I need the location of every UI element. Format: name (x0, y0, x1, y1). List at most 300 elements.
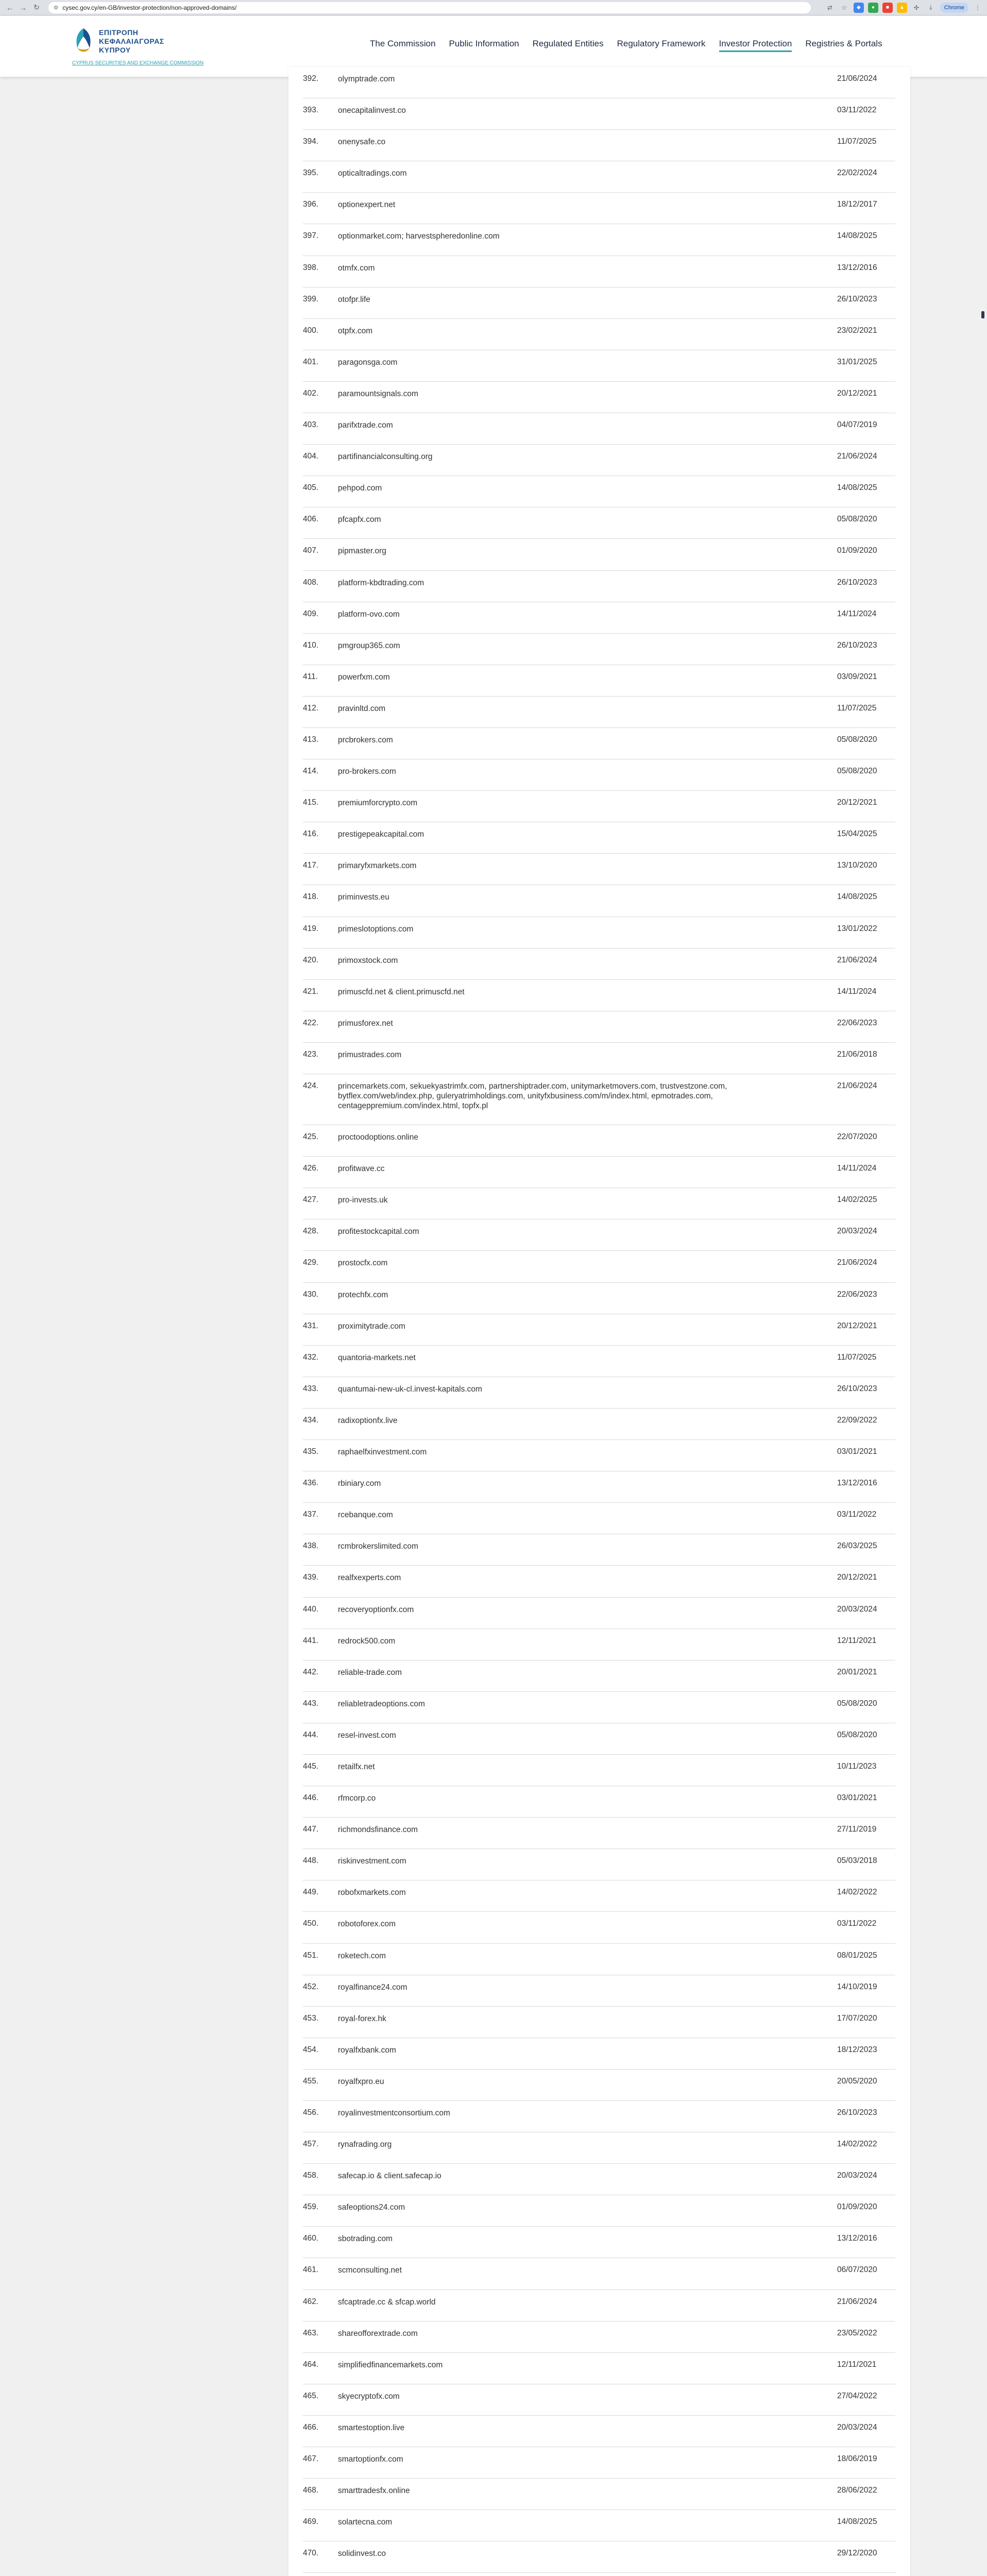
table-row (303, 1157, 895, 1188)
row-number: 433. (303, 1384, 319, 1393)
nav-regulated-entities[interactable]: Regulated Entities (532, 39, 604, 48)
row-number: 395. (303, 168, 319, 178)
table-row (303, 697, 895, 728)
row-number: 419. (303, 924, 319, 933)
logo-emblem-icon (72, 27, 95, 54)
row-number: 427. (303, 1195, 319, 1205)
row-number: 450. (303, 1919, 319, 1928)
menu-kebab-icon[interactable]: ⋮ (975, 4, 981, 11)
row-number: 412. (303, 703, 319, 713)
table-row (303, 1534, 895, 1566)
domain-name: premiumforcrypto.com (338, 799, 418, 808)
row-number: 435. (303, 1447, 319, 1456)
row-number: 445. (303, 1761, 319, 1771)
domain-name: quantumai-new-uk-cl.invest-kapitals.com (338, 1384, 482, 1394)
row-number: 415. (303, 798, 319, 807)
table-row (303, 539, 895, 570)
row-date: 18/12/2017 (837, 200, 877, 209)
row-date: 05/08/2020 (837, 735, 877, 744)
domain-name: royalfinance24.com (338, 1982, 407, 1992)
table-row (303, 1251, 895, 1282)
row-date: 20/03/2024 (837, 1227, 877, 1236)
domain-name: platform-ovo.com (338, 609, 400, 619)
row-date: 20/12/2021 (837, 1573, 877, 1582)
table-row (303, 1786, 895, 1818)
row-number: 458. (303, 2171, 319, 2180)
domain-name: otofpr.life (338, 295, 370, 304)
row-date: 26/10/2023 (837, 1384, 877, 1393)
row-date: 05/08/2020 (837, 767, 877, 776)
row-date: 21/06/2024 (837, 955, 877, 964)
domain-name: riskinvestment.com (338, 1857, 406, 1866)
domain-name: smarttradesfx.online (338, 2486, 410, 2496)
row-number: 428. (303, 1227, 319, 1236)
row-number: 436. (303, 1479, 319, 1488)
row-date: 05/08/2020 (837, 515, 877, 524)
table-row (303, 1598, 895, 1629)
row-date: 01/09/2020 (837, 2202, 877, 2212)
table-row (303, 634, 895, 665)
row-number: 404. (303, 452, 319, 461)
download-icon[interactable]: ⤓ (929, 4, 932, 11)
table-row (303, 759, 895, 791)
domain-name: olymptrade.com (338, 75, 395, 83)
table-row (303, 2384, 895, 2416)
cysec-logo[interactable] (72, 24, 204, 71)
row-number: 392. (303, 74, 319, 83)
table-row (303, 2573, 895, 2576)
table-row (303, 1043, 895, 1074)
bookmark-star-icon[interactable]: ☆ (841, 4, 847, 11)
table-row (303, 445, 895, 476)
row-date: 26/10/2023 (837, 578, 877, 587)
row-date: 20/03/2024 (837, 1604, 877, 1614)
table-row (303, 1188, 895, 1219)
row-number: 398. (303, 263, 319, 272)
row-date: 23/05/2022 (837, 2328, 877, 2337)
table-row (303, 1074, 895, 1125)
row-date: 01/09/2020 (837, 546, 877, 555)
row-number: 408. (303, 578, 319, 587)
domain-name: reliable-trade.com (338, 1668, 402, 1677)
extension-icon[interactable]: ■ (882, 3, 893, 13)
domain-name: opticaltradings.com (338, 169, 407, 178)
row-date: 13/12/2016 (837, 1479, 877, 1488)
row-number: 451. (303, 1951, 319, 1960)
back-icon[interactable]: ← (6, 3, 13, 12)
domain-name: radixoptionfx.live (338, 1416, 398, 1425)
row-date: 13/10/2020 (837, 861, 877, 870)
table-row (303, 1692, 895, 1723)
row-date: 14/11/2024 (837, 609, 877, 618)
row-date: 14/02/2022 (837, 2140, 877, 2149)
row-date: 03/09/2021 (837, 672, 877, 681)
row-number: 410. (303, 640, 319, 650)
row-number: 426. (303, 1164, 319, 1173)
table-row (303, 319, 895, 350)
extension-icon[interactable]: ◆ (854, 3, 864, 13)
row-date: 14/02/2025 (837, 1195, 877, 1205)
logo-line: ΚΥΠΡΟΥ (99, 46, 131, 54)
row-number: 440. (303, 1604, 319, 1614)
row-number: 405. (303, 483, 319, 493)
logo-line: ΚΕΦΑΛΑΙΑΓΟΡΑΣ (99, 37, 164, 45)
domain-name: rcebanque.com (338, 1511, 393, 1520)
row-date: 03/11/2022 (837, 1919, 877, 1928)
scrollbar-thumb[interactable] (981, 311, 984, 318)
table-row (303, 2321, 895, 2353)
row-number: 452. (303, 1982, 319, 1991)
table-row (303, 2164, 895, 2195)
row-number: 460. (303, 2234, 319, 2243)
row-number: 409. (303, 609, 319, 618)
row-date: 15/04/2025 (837, 829, 877, 839)
domain-name: primustrades.com (338, 1050, 402, 1059)
row-number: 416. (303, 829, 319, 839)
row-number: 424. (303, 1081, 319, 1090)
url-text: cysec.gov.cy/en-GB/investor-protection/non-approved-domains/ (62, 4, 237, 11)
row-date: 26/10/2023 (837, 294, 877, 303)
row-date: 20/01/2021 (837, 1667, 877, 1676)
domain-name: royalfxpro.eu (338, 2077, 384, 2086)
row-number: 413. (303, 735, 319, 744)
row-number: 468. (303, 2486, 319, 2495)
table-row (303, 1755, 895, 1786)
row-number: 418. (303, 892, 319, 902)
row-number: 465. (303, 2391, 319, 2400)
table-row (303, 1503, 895, 1534)
domain-name: royalfxbank.com (338, 2045, 396, 2055)
row-number: 399. (303, 294, 319, 303)
row-number: 470. (303, 2549, 319, 2558)
row-date: 20/05/2020 (837, 2076, 877, 2086)
row-date: 22/09/2022 (837, 1415, 877, 1425)
row-number: 422. (303, 1018, 319, 1027)
row-date: 13/12/2016 (837, 2234, 877, 2243)
table-row (303, 1011, 895, 1043)
domain-name: otpfx.com (338, 326, 373, 335)
table-row (303, 1409, 895, 1440)
table-row (303, 507, 895, 539)
table-row (303, 1818, 895, 1849)
table-row (303, 193, 895, 224)
row-number: 456. (303, 2108, 319, 2117)
row-date: 14/11/2024 (837, 1164, 877, 1173)
row-number: 439. (303, 1573, 319, 1582)
browser-toolbar (0, 0, 987, 15)
nav-public-information[interactable]: Public Information (449, 39, 519, 48)
domain-name: rfmcorp.co (338, 1794, 376, 1803)
table-row (303, 1346, 895, 1377)
table-row (303, 382, 895, 413)
table-row (303, 1723, 895, 1755)
row-number: 455. (303, 2076, 319, 2086)
nav-the-commission[interactable]: The Commission (370, 39, 436, 48)
domain-name: robofxmarkets.com (338, 1888, 406, 1897)
row-number: 394. (303, 137, 319, 146)
domain-name: optionexpert.net (338, 200, 396, 210)
domain-name: shareofforextrade.com (338, 2329, 418, 2338)
row-date: 22/06/2023 (837, 1018, 877, 1027)
row-number: 457. (303, 2140, 319, 2149)
table-row (303, 1975, 895, 2007)
nav-registries-portals[interactable]: Registries & Portals (805, 39, 882, 48)
domain-name: princemarkets.com, sekuekyastrimfx.com, partnershiptrader.com, unitymarketmovers.com, trustvestzone.com, bytflex.com/web/index.php, guleryatrimholdings.com, unityfxbusiness.com/m/index.html, epmotrades.com, centageppremium.com/index.html, topfx.pl (338, 1082, 727, 1110)
row-date: 26/10/2023 (837, 2108, 877, 2117)
row-number: 464. (303, 2360, 319, 2369)
row-date: 03/11/2022 (837, 1510, 877, 1519)
domain-name: royalinvestmentconsortium.com (338, 2109, 450, 2117)
row-date: 10/11/2023 (837, 1761, 877, 1771)
table-row (303, 2416, 895, 2447)
domain-name: prostocfx.com (338, 1259, 388, 1268)
row-number: 434. (303, 1415, 319, 1425)
row-number: 459. (303, 2202, 319, 2212)
row-date: 14/11/2024 (837, 987, 877, 996)
row-date: 18/06/2019 (837, 2454, 877, 2464)
domain-name: rynafrading.org (338, 2140, 392, 2149)
table-row (303, 2007, 895, 2038)
domain-name: solidinvest.co (338, 2549, 386, 2558)
table-row (303, 413, 895, 445)
table-row (303, 2070, 895, 2101)
domain-name: roketech.com (338, 1951, 386, 1960)
extensions-puzzle-icon[interactable]: ✣ (913, 4, 919, 11)
domain-name: pro-invests.uk (338, 1196, 388, 1205)
row-date: 31/01/2025 (837, 357, 877, 366)
table-row (303, 2132, 895, 2164)
row-date: 05/08/2020 (837, 1730, 877, 1739)
table-row (303, 1660, 895, 1692)
logo-line: ΕΠΙΤΡΟΠΗ (99, 28, 139, 37)
table-row (303, 571, 895, 602)
table-row (303, 1314, 895, 1346)
row-date: 28/06/2022 (837, 2486, 877, 2495)
extension-icon[interactable]: ▲ (897, 3, 907, 13)
domain-name: robotoforex.com (338, 1920, 396, 1929)
site-info-icon[interactable]: ⊜ (54, 5, 59, 11)
row-number: 442. (303, 1667, 319, 1676)
table-row (303, 2541, 895, 2573)
row-number: 400. (303, 326, 319, 335)
domain-name: primeslotoptions.com (338, 924, 414, 934)
table-row (303, 98, 895, 130)
row-date: 14/10/2019 (837, 1982, 877, 1991)
table-row (303, 822, 895, 854)
row-date: 11/07/2025 (837, 1352, 877, 1362)
table-row (303, 161, 895, 193)
nav-regulatory-framework[interactable]: Regulatory Framework (617, 39, 706, 48)
domain-name: simplifiedfinancemarkets.com (338, 2360, 443, 2369)
domain-name: primoxstock.com (338, 956, 398, 965)
address-bar[interactable] (48, 2, 811, 13)
profile-button[interactable]: Chrome (940, 3, 968, 13)
table-row (303, 1880, 895, 1912)
table-row (303, 2447, 895, 2479)
table-row (303, 1566, 895, 1597)
row-date: 22/07/2020 (837, 1132, 877, 1142)
domain-name: solartecna.com (338, 2518, 393, 2527)
row-date: 13/12/2016 (837, 263, 877, 272)
row-date: 17/07/2020 (837, 2013, 877, 2023)
row-date: 20/12/2021 (837, 388, 877, 398)
domain-name: realfxexperts.com (338, 1573, 401, 1583)
table-row (303, 2101, 895, 2132)
domain-name: pfcapfx.com (338, 515, 381, 524)
domain-name: rbiniary.com (338, 1479, 381, 1488)
row-number: 425. (303, 1132, 319, 1142)
row-date: 04/07/2019 (837, 420, 877, 430)
non-approved-domains-table (303, 67, 895, 2576)
row-number: 432. (303, 1352, 319, 1362)
row-date: 26/03/2025 (837, 1541, 877, 1551)
table-row (303, 854, 895, 885)
translate-icon[interactable]: ⇄ (827, 4, 832, 11)
domain-name: reliabletradeoptions.com (338, 1699, 425, 1708)
row-date: 11/07/2025 (837, 703, 877, 713)
row-number: 421. (303, 987, 319, 996)
row-number: 401. (303, 357, 319, 366)
domain-name: profitwave.cc (338, 1164, 385, 1174)
table-row (303, 2290, 895, 2321)
row-number: 417. (303, 861, 319, 870)
table-row (303, 1912, 895, 1943)
row-number: 466. (303, 2422, 319, 2432)
domain-name: sbotrading.com (338, 2234, 393, 2244)
row-number: 462. (303, 2297, 319, 2306)
table-row (303, 917, 895, 948)
row-number: 414. (303, 767, 319, 776)
domain-name: scmconsulting.net (338, 2266, 402, 2275)
domain-name: royal-forex.hk (338, 2014, 386, 2023)
row-number: 438. (303, 1541, 319, 1551)
table-row (303, 2227, 895, 2258)
row-number: 446. (303, 1793, 319, 1803)
domain-name: redrock500.com (338, 1636, 396, 1646)
row-date: 05/03/2018 (837, 1856, 877, 1866)
row-date: 27/11/2019 (837, 1825, 877, 1834)
nav-investor-protection[interactable]: Investor Protection (719, 39, 792, 52)
domain-name: smartestoption.live (338, 2423, 405, 2432)
reload-icon[interactable]: ↻ (33, 3, 40, 11)
domain-name: paragonsga.com (338, 358, 398, 367)
table-row (303, 1471, 895, 1503)
extension-icon[interactable]: ● (868, 3, 878, 13)
domain-name: onenysafe.co (338, 138, 386, 147)
domain-name: partifinancialconsulting.org (338, 452, 433, 462)
row-number: 411. (303, 672, 318, 681)
table-row (303, 476, 895, 507)
table-row (303, 1377, 895, 1409)
table-row (303, 2195, 895, 2227)
table-row (303, 602, 895, 634)
row-number: 407. (303, 546, 319, 555)
row-date: 14/08/2025 (837, 483, 877, 493)
domain-name: rcmbrokerslimited.com (338, 1542, 418, 1551)
domain-name: proximitytrade.com (338, 1321, 405, 1331)
table-row (303, 224, 895, 256)
row-date: 18/12/2023 (837, 2045, 877, 2054)
row-number: 448. (303, 1856, 319, 1866)
table-row (303, 67, 895, 98)
row-date: 11/07/2025 (837, 137, 877, 146)
row-number: 423. (303, 1049, 319, 1059)
table-row (303, 1219, 895, 1251)
domain-name: skyecryptofx.com (338, 2392, 400, 2401)
domain-name: platform-kbdtrading.com (338, 578, 424, 587)
row-number: 463. (303, 2328, 319, 2337)
table-row (303, 287, 895, 319)
table-row (303, 948, 895, 980)
row-number: 403. (303, 420, 319, 430)
row-date: 12/11/2021 (837, 2360, 877, 2369)
table-row (303, 1283, 895, 1314)
main-navigation (370, 39, 896, 52)
row-number: 396. (303, 200, 319, 209)
table-row (303, 728, 895, 759)
domain-name: safeoptions24.com (338, 2203, 405, 2212)
domain-name: powerfxm.com (338, 672, 390, 682)
row-number: 406. (303, 515, 319, 524)
row-date: 21/06/2024 (837, 1258, 877, 1267)
domain-name: onecapitalinvest.co (338, 106, 406, 115)
row-date: 03/01/2021 (837, 1447, 877, 1456)
row-number: 430. (303, 1290, 319, 1299)
row-date: 03/01/2021 (837, 1793, 877, 1803)
domain-name: pro-brokers.com (338, 767, 396, 776)
row-date: 22/02/2024 (837, 168, 877, 178)
row-date: 14/02/2022 (837, 1888, 877, 1897)
table-row (303, 350, 895, 382)
table-row (303, 1125, 895, 1157)
row-date: 05/08/2020 (837, 1699, 877, 1708)
table-row (303, 980, 895, 1011)
domain-name: otmfx.com (338, 263, 375, 273)
row-date: 14/08/2025 (837, 892, 877, 902)
logo-subtitle: CYPRUS SECURITIES AND EXCHANGE COMMISSION (72, 60, 204, 66)
row-date: 20/12/2021 (837, 1321, 877, 1330)
content-card (288, 67, 910, 2576)
table-row (303, 1944, 895, 1975)
domain-name: quantoria-markets.net (338, 1353, 416, 1362)
row-number: 467. (303, 2454, 319, 2464)
row-date: 22/06/2023 (837, 1290, 877, 1299)
row-date: 29/12/2020 (837, 2549, 877, 2558)
row-number: 447. (303, 1825, 319, 1834)
table-row (303, 2479, 895, 2510)
row-date: 21/06/2018 (837, 1049, 877, 1059)
table-row (303, 2258, 895, 2290)
row-date: 13/01/2022 (837, 924, 877, 933)
domain-name: richmondsfinance.com (338, 1825, 418, 1835)
domain-name: pmgroup365.com (338, 641, 400, 650)
row-number: 420. (303, 955, 319, 964)
domain-name: prcbrokers.com (338, 735, 393, 744)
table-row (303, 791, 895, 822)
row-number: 461. (303, 2265, 319, 2275)
forward-icon[interactable]: → (20, 3, 27, 12)
row-number: 453. (303, 2013, 319, 2023)
row-number: 454. (303, 2045, 319, 2054)
row-date: 14/08/2025 (837, 231, 877, 241)
domain-name: parifxtrade.com (338, 421, 393, 430)
row-date: 03/11/2022 (837, 106, 877, 115)
row-date: 06/07/2020 (837, 2265, 877, 2275)
domain-name: smartoptionfx.com (338, 2455, 403, 2464)
row-number: 397. (303, 231, 319, 241)
row-date: 26/10/2023 (837, 640, 877, 650)
table-row (303, 2510, 895, 2541)
